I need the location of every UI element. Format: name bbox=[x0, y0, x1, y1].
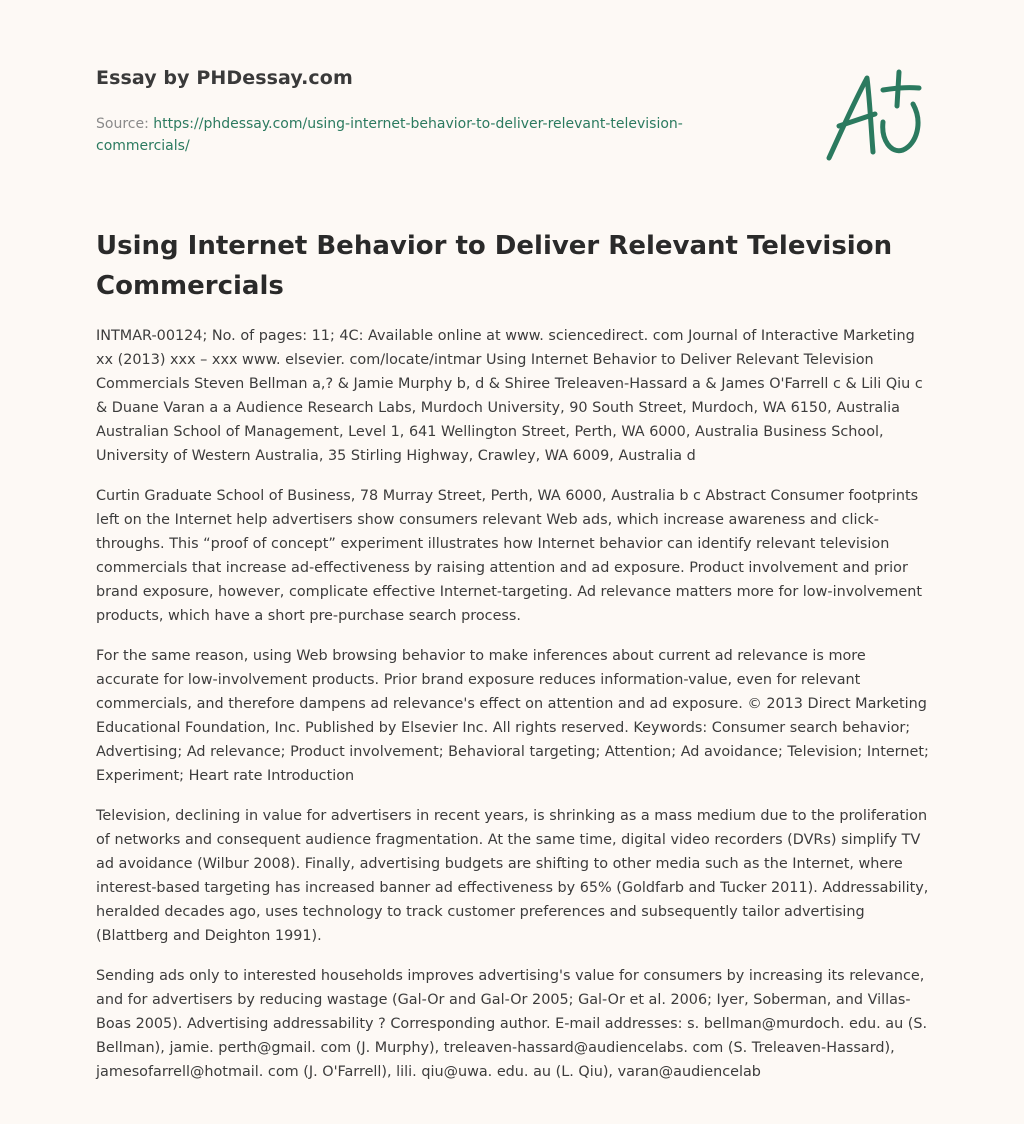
body-paragraph: For the same reason, using Web browsing behavior to make inferences about current ad relevance is more accurate for low-involvement products. Prior brand exposure reduces information-value, even for relevant commercials, and therefore dampens ad relevance's effect on attention and ad exposure. © 2013 Direct Marketing Educational Foundation, Inc. Published by Elsevier Inc. All rights reserved. Keywords: Consumer search behavior; Advertising; Ad relevance; Product involvement; Behavioral targeting; Attention; Ad avoidance; Television; Internet; Experiment; Heart rate Introduction bbox=[96, 648, 929, 784]
source-line bbox=[96, 113, 756, 157]
body-paragraph: Television, declining in value for advertisers in recent years, is shrinking as a mass medium due to the proliferation of networks and consequent audience fragmentation. At the same time, digital video recorders (DVRs) simplify TV ad avoidance (Wilbur 2008). Finally, advertising budgets are shifting to other media such as the Internet, where interest-based targeting has increased banner ad effectiveness by 65% (Goldfarb and Tucker 2011). Addressability, heralded decades ago, uses technology to track customer preferences and subsequently tailor advertising (Blattberg and Deighton 1991). bbox=[96, 808, 929, 944]
a-plus-logo-icon bbox=[825, 66, 929, 166]
essay-title: Using Internet Behavior to Deliver Relevant Television Commercials bbox=[96, 231, 893, 301]
essay-body bbox=[96, 324, 930, 1100]
body-paragraph: Sending ads only to interested households improves advertising's value for consumers by increasing its relevance, and for advertisers by reducing wastage (Gal-Or and Gal-Or 2005; Gal-Or et al. 2006; Iyer, Soberman, and Villas-Boas 2005). Advertising addressability ? Corresponding author. E-mail addresses: s. bellman@murdoch. edu. au (S. Bellman), jamie. perth@gmail. com (J. Murphy), treleaven-hassard@audiencelabs. com (S. Treleaven-Hassard), jamesofarrell@hotmail. com (J. O'Farrell), lili. qiu@uwa. edu. au (L. Qiu), varan@audiencelab bbox=[96, 968, 928, 1080]
body-paragraph: Curtin Graduate School of Business, 78 Murray Street, Perth, WA 6000, Australia b c Abstract Consumer footprints left on the Internet help advertisers show consumers relevant Web ads, which increase awareness and click-throughs. This “proof of concept” experiment illustrates how Internet behavior can identify relevant television commercials that increase ad-effectiveness by raising attention and ad exposure. Product involvement and prior brand exposure, however, complicate effective Internet-targeting. Ad relevance matters more for low-involvement products, which have a short pre-purchase search process. bbox=[96, 488, 923, 624]
site-brand: Essay by PHDessay.com bbox=[96, 67, 353, 89]
body-paragraph: INTMAR-00124; No. of pages: 11; 4C: Available online at www. sciencedirect. com Journal of Interactive Marketing xx (2013) xxx – xxx www. elsevier. com/locate/intmar Using Internet Behavior to Deliver Relevant Television Commercials Steven Bellman a,? & Jamie Murphy b, d & Shiree Treleaven-Hassard a & James O'Farrell c & Lili Qiu c & Duane Varan a a Audience Research Labs, Murdoch University, 90 South Street, Murdoch, WA 6150, Australia Australian School of Management, Level 1, 641 Wellington Street, Perth, WA 6000, Australia Business School, University of Western Australia, 35 Stirling Highway, Crawley, WA 6009, Australia d bbox=[96, 328, 923, 464]
source-link[interactable]: https://phdessay.com/using-internet-behavior-to-deliver-relevant-television-commercials/ bbox=[96, 116, 683, 154]
source-label: Source: bbox=[96, 116, 149, 132]
